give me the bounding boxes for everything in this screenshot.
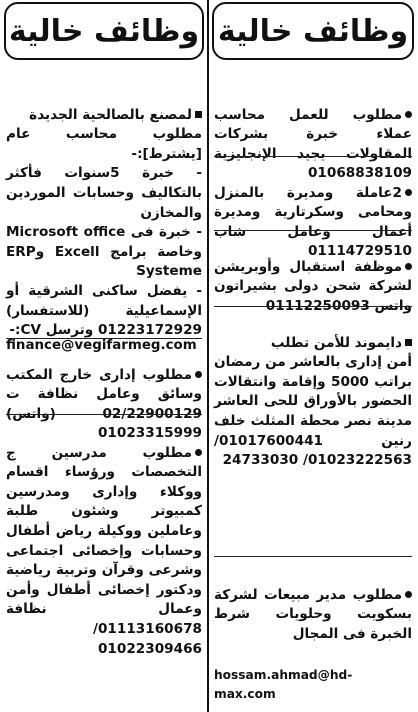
- right-column: [210, 0, 416, 712]
- left-column: [2, 0, 206, 712]
- right-ad-reception: موظفة استقبال وأوبريشن لشركة شحن دولى بشيراتون واتس 01112250093: [214, 258, 412, 314]
- left-ad-factory: لمصنع بالصالحية الجديدة مطلوب محاسب عام [يشترط]:- - خبرة 5سنوات فأكثر بالتكاليف وحسابات الموردين والمخازن - خبرة فى Microsoft office وخاصة برامج Excell وERP Systeme - يفضل ساكنى الشرقية أو الإسماعيلية (للاستفسار) 01223172929 وترسل CV:-: [6, 106, 203, 339]
- bullet-icon: [195, 371, 202, 378]
- left-ad-email[interactable]: finance@vegifarmeg.com: [6, 337, 197, 353]
- right-ad-sales-manager: مطلوب مدير مبيعات لشركة بسكويت وحلويات شرط الخبرة فى المجال: [214, 586, 412, 642]
- bullet-icon: [195, 449, 202, 456]
- bullet-icon: [405, 591, 412, 598]
- right-ad-accountant: مطلوب للعمل محاسب عملاء خبرة بشركات المقاولات يجيد الإنجليزية 01068838109: [214, 106, 412, 182]
- right-header-title: وظائف خالية: [217, 13, 409, 49]
- bullet-icon: [405, 189, 412, 196]
- bullet-icon: [405, 263, 412, 270]
- right-ad-diamond-security: دايموند للأمن تطلب أمن إدارى بالعاشر من رمضان براتب 5000 وإقامة وانتقالات الحضور بالأوراق للحى العاشر مدينة نصر محطة المثلث خلف رنين 01017600441/ 01023222563/ 24733030: [214, 334, 412, 469]
- bullet-square-icon: [405, 339, 412, 346]
- right-rule-2: [214, 230, 412, 231]
- right-rule-3: [214, 306, 412, 307]
- left-header-title: وظائف خالية: [8, 13, 200, 49]
- bullet-icon: [405, 111, 412, 118]
- right-rule-1: [214, 156, 412, 157]
- left-ad-admin-driver: مطلوب إدارى خارج المكتب وسائق وعامل نظافة ت 02/22900129 (واتس) 01023315999: [6, 366, 202, 442]
- left-ad-teachers: مطلوب مدرسين ج التخصصات ورؤساء اقسام ووكلاء وإدارى ومدرسين كمبيوتر وشئون طلبة وعاملين ووكيلة رياض أطفال وحسابات وإخصائى اجتماعى وشرعى وقرآن وتربية رياضية ودكتور إخصائى أطفال وأمن وعمال نظافة 01113160678/ 01022309466: [6, 444, 202, 657]
- right-ad-household: 2عاملة ومديرة بالمنزل ومحامى وسكرتارية ومديرة أعمال وعامل شاب 01114729510: [214, 184, 412, 260]
- right-rule-4: [214, 556, 412, 557]
- left-rule-1: [6, 338, 202, 339]
- bullet-square-icon: [195, 111, 202, 118]
- column-divider: [207, 0, 209, 712]
- left-header-box: [4, 2, 204, 60]
- right-ad-email[interactable]: hossam.ahmad@hd-max.com: [214, 667, 353, 702]
- left-rule-2: [6, 414, 202, 415]
- right-header-box: [212, 2, 414, 60]
